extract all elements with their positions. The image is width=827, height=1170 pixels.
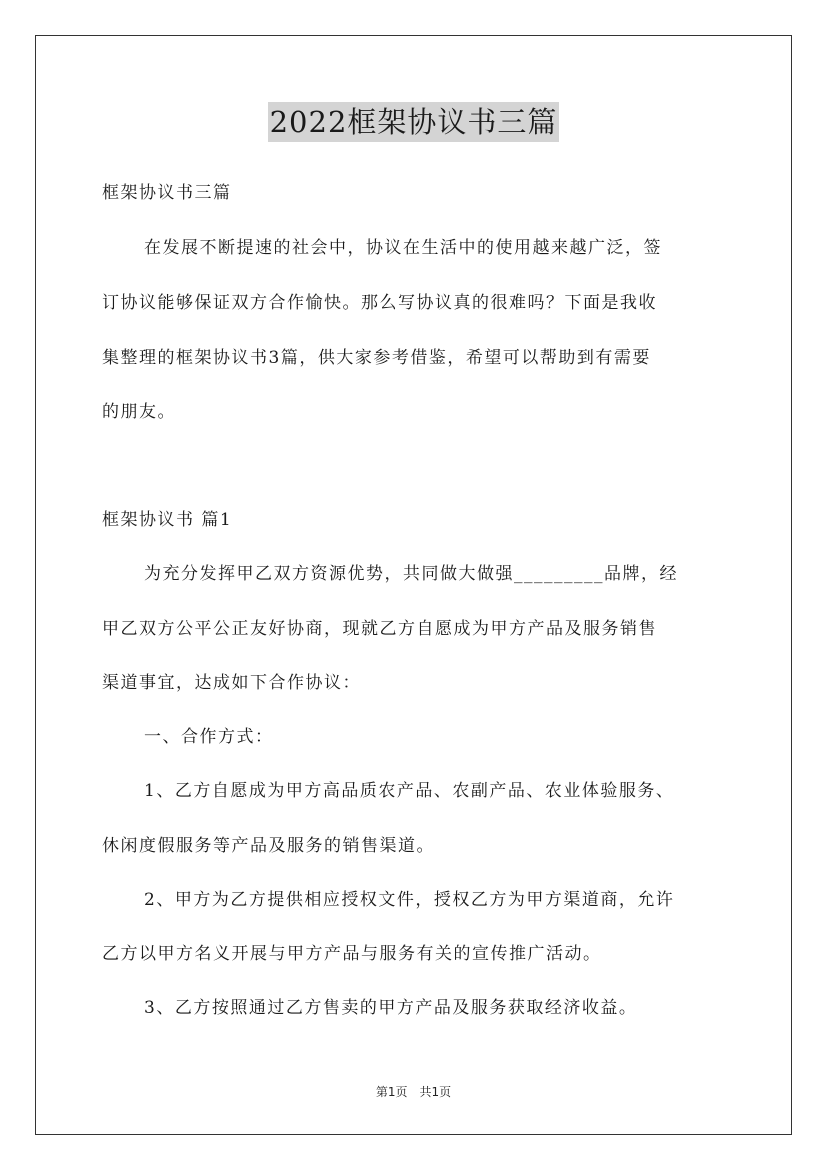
document-subtitle: 框架协议书三篇 (102, 183, 232, 203)
clause-line: 休闲度假服务等产品及服务的销售渠道。 (102, 836, 435, 856)
section-heading: 框架协议书 篇1 (102, 510, 233, 530)
clause-line: 乙方以甲方名义开展与甲方产品与服务有关的宣传推广活动。 (102, 944, 602, 964)
item-heading: 一、合作方式： (144, 727, 274, 747)
page-total: 共1页 (419, 1085, 452, 1099)
intro-line: 订协议能够保证双方合作愉快。那么写协议真的很难吗？下面是我收 (102, 293, 657, 313)
paragraph-line: 甲乙双方公平公正友好协商，现就乙方自愿成为甲方产品及服务销售 (102, 619, 657, 639)
intro-line: 在发展不断提速的社会中，协议在生活中的使用越来越广泛，签 (144, 238, 662, 258)
clause-line: 2、甲方为乙方提供相应授权文件，授权乙方为甲方渠道商，允许 (144, 890, 675, 910)
page-footer (0, 1084, 827, 1100)
intro-line: 集整理的框架协议书3篇，供大家参考借鉴，希望可以帮助到有需要 (102, 348, 651, 368)
clause-line: 3、乙方按照通过乙方售卖的甲方产品及服务获取经济收益。 (144, 998, 638, 1018)
document-title: 2022框架协议书三篇 (268, 102, 560, 142)
paragraph-line: 渠道事宜，达成如下合作协议： (102, 673, 361, 693)
clause-line: 1、乙方自愿成为甲方高品质农产品、农副产品、农业体验服务、 (144, 781, 675, 801)
page-number: 第1页 (375, 1085, 408, 1099)
title-wrap (0, 102, 827, 142)
paragraph-line: 为充分发挥甲乙双方资源优势，共同做大做强_________品牌，经 (144, 564, 678, 584)
intro-line: 的朋友。 (102, 402, 176, 422)
